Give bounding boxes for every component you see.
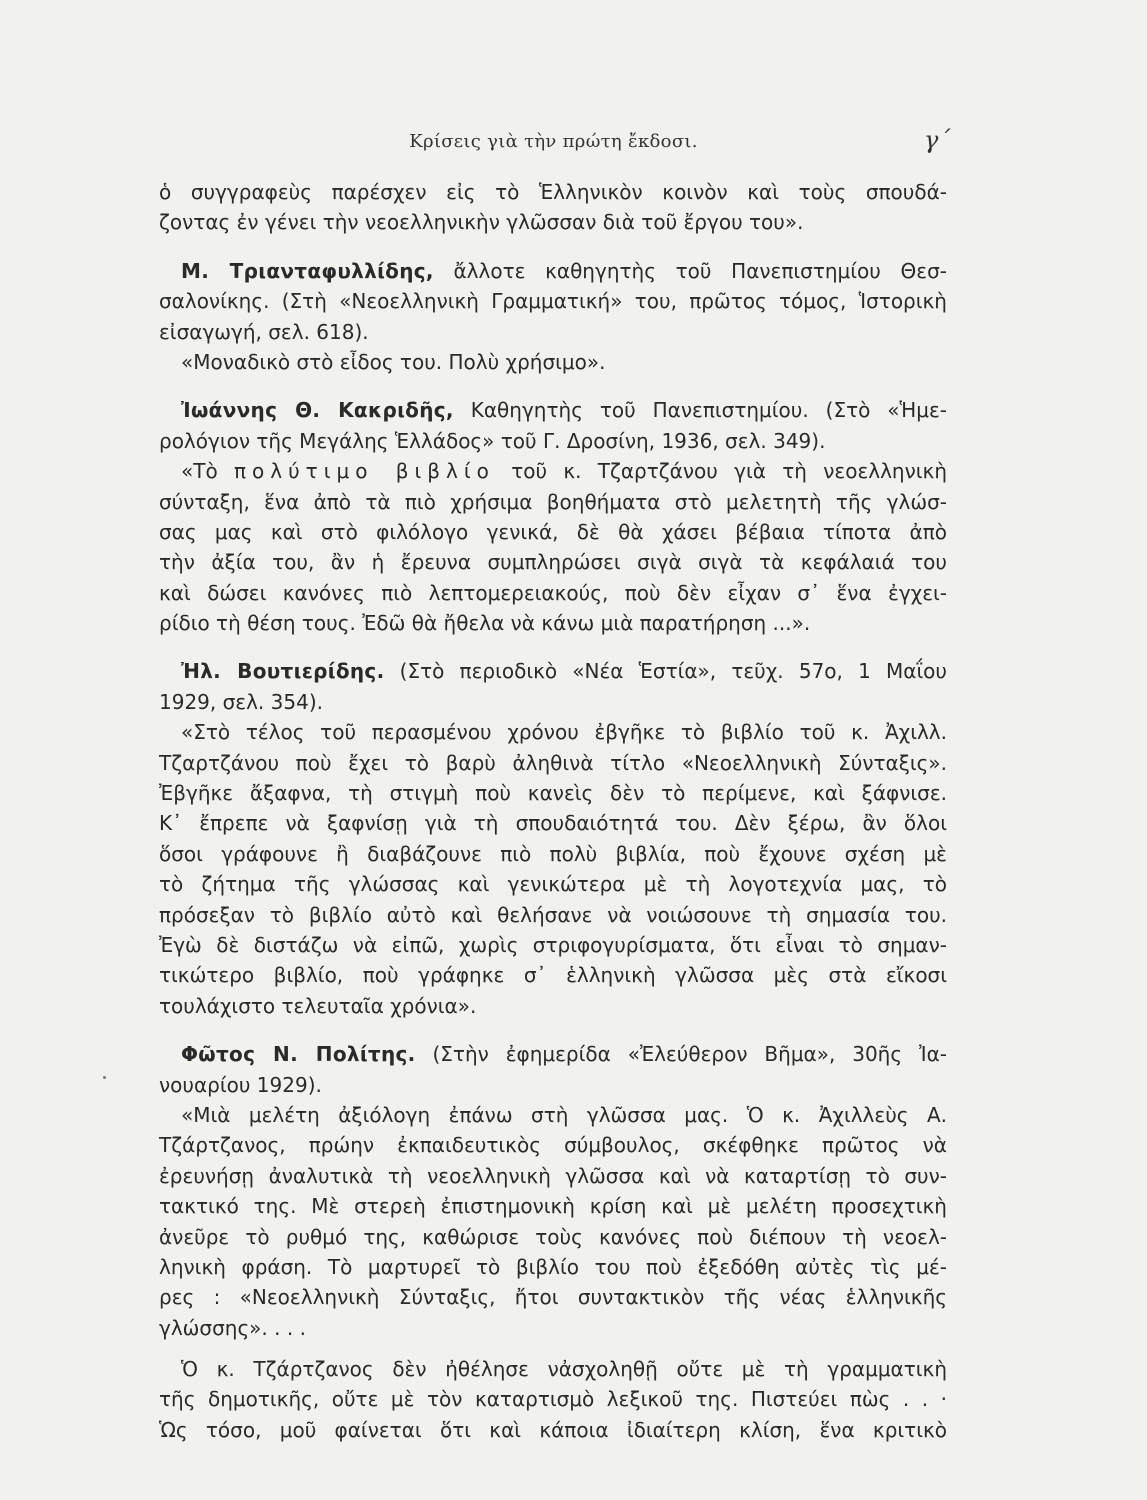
reviewer-name: Φῶτος Ν. Πολίτης.: [181, 1042, 416, 1067]
entry-heading-line: Φῶτος Ν. Πολίτης. (Στὴν ἐφημερίδα «Ἐλεύθερον Βῆμα», 30ῆς Ἰα-: [181, 1042, 947, 1067]
quote-line: «Μοναδικὸ στὸ εἶδος του. Πολὺ χρήσιμο».: [181, 349, 606, 374]
quote-line: «Τὸ πολύτιμο βιβλίο τοῦ κ. Τζαρτζάνου γιὰ τὴ νεοελληνικὴ: [181, 459, 948, 484]
text-line: νουαρίου 1929).: [159, 1072, 322, 1097]
quote-line: «Μιὰ μελέτη ἀξιόλογη ἐπάνω στὴ γλῶσσα μας. Ὁ κ. Ἀχιλλεὺς Α.: [181, 1102, 947, 1127]
text-line: τῆς δημοτικῆς, οὔτε μὲ τὸν καταρτισμὸ λεξικοῦ της. Πιστεύει πὼς . . ·: [159, 1387, 947, 1412]
text-line: Ἐβγῆκε ἄξαφνα, τὴ στιγμὴ ποὺ κανεὶς δὲν τὸ περίμενε, καὶ ξάφνισε.: [159, 781, 947, 806]
reviewer-name: Ἠλ. Βουτιερίδης.: [181, 659, 385, 684]
text-line: Ἐγὼ δὲ διστάζω νὰ εἰπῶ, χωρὶς στριφογυρίσματα, ὅτι εἶναι τὸ σημαν-: [159, 932, 947, 957]
text-line: ρες : «Νεοελληνικὴ Σύνταξις, ἤτοι συντακτικὸν τῆς νέας ἑλληνικῆς: [159, 1285, 947, 1310]
text-line: καὶ δώσει κανόνες πιὸ λεπτομερειακούς, ποὺ δὲν εἶχαν σ᾿ ἕνα ἐγχει-: [159, 580, 947, 605]
text-line: ρίδιο τὴ θέση τους. Ἐδῶ θὰ ἤθελα νὰ κάνω μιὰ παρατήρηση ...».: [159, 611, 811, 636]
text-line: Ὁ κ. Τζάρτζανος δὲν ἠθέλησε νἀσχοληθῇ οὔτε μὲ τὴ γραμματικὴ: [181, 1357, 947, 1382]
text-line: Ὡς τόσο, μοῦ φαίνεται ὅτι καὶ κάποια ἰδιαίτερη κλίση, ἕνα κριτικὸ: [159, 1417, 947, 1442]
text-line: Κ᾿ ἔπρεπε νὰ ξαφνίσῃ γιὰ τὴ σπουδαιότητά του. Δὲν ξέρω, ἂν ὅλοι: [159, 811, 947, 836]
entry-heading-line: Μ. Τριανταφυλλίδης, ἄλλοτε καθηγητὴς τοῦ Πανεπιστημίου Θεσ-: [181, 258, 947, 283]
text-line: γλώσσης». . . .: [159, 1315, 306, 1340]
page-body: [159, 177, 947, 1445]
text-line: εἰσαγωγή, σελ. 618).: [159, 319, 369, 344]
reviewer-name: Ἰωάννης Θ. Κακριδῆς,: [181, 398, 454, 423]
text-line: σας μας καὶ στὸ φιλόλογο γενικά, δὲ θὰ χάσει βέβαια τίποτα ἀπὸ: [159, 519, 947, 544]
margin-speck: [103, 1076, 106, 1079]
text-line: Τζαρτζάνου ποὺ ἔχει τὸ βαρὺ ἀληθινὰ τίτλο «Νεοελληνικὴ Σύνταξις».: [159, 750, 947, 775]
running-title: Κρίσεις γιὰ τὴν πρώτη ἔκδοσι.: [409, 131, 698, 152]
page-number: γ΄: [924, 126, 951, 154]
text-line: τὸ ζήτημα τῆς γλώσσας καὶ γενικώτερα μὲ τὴ λογοτεχνία μας, τὸ: [159, 872, 947, 897]
text-line: σύνταξη, ἕνα ἀπὸ τὰ πιὸ χρήσιμα βοηθήματα στὸ μελετητὴ τῆς γλώσ-: [159, 489, 947, 514]
quote-line: «Στὸ τέλος τοῦ περασμένου χρόνου ἐβγῆκε τὸ βιβλίο τοῦ κ. Ἀχιλλ.: [181, 720, 947, 745]
text-line: ζοντας ἐν γένει τὴν νεοελληνικὴν γλῶσσαν διὰ τοῦ ἔργου του».: [159, 210, 804, 235]
text-line: ὅσοι γράφουνε ἢ διαβάζουνε πιὸ πολὺ βιβλία, ποὺ ἔχουνε σχέση μὲ: [159, 841, 947, 866]
entry-heading-line: Ἠλ. Βουτιερίδης. (Στὸ περιοδικὸ «Νέα Ἑστία», τεῦχ. 57ο, 1 Μαΐου: [181, 659, 947, 684]
text-line: 1929, σελ. 354).: [159, 689, 323, 714]
text-line: τὴν ἀξία του, ἂν ἡ ἔρευνα συμπληρώσει σιγὰ σιγὰ τὰ κεφάλαιά του: [159, 550, 947, 575]
text-line: ἀνεῦρε τὸ ρυθμό της, καθώρισε τοὺς κανόνες ποὺ διέπουν τὴ νεοελ-: [159, 1224, 947, 1249]
text-line: ρολόγιον τῆς Μεγάλης Ἑλλάδος» τοῦ Γ. Δροσίνη, 1936, σελ. 349).: [159, 428, 826, 453]
text-line: ἐρευνήσῃ ἀναλυτικὰ τὴ νεοελληνικὴ γλῶσσα καὶ νὰ καταρτίσῃ τὸ συν-: [159, 1163, 947, 1188]
text-line: τικώτερο βιβλίο, ποὺ γράφηκε σ᾿ ἑλληνικὴ γλῶσσα μὲς στὰ εἴκοσι: [159, 963, 947, 988]
text-line: τακτικό της. Μὲ στερεὴ ἐπιστημονικὴ κρίση καὶ μὲ μελέτη προσεχτικὴ: [159, 1194, 947, 1219]
text-line: τουλάχιστο τελευταῖα χρόνια».: [159, 993, 477, 1018]
entry-heading-line: Ἰωάννης Θ. Κακριδῆς, Καθηγητὴς τοῦ Πανεπιστημίου. (Στὸ «Ἡμε-: [181, 398, 947, 423]
reviewer-name: Μ. Τριανταφυλλίδης,: [181, 258, 434, 283]
text-line: σαλονίκης. (Στὴ «Νεοελληνικὴ Γραμματική» του, πρῶτος τόμος, Ἱστορικὴ: [159, 289, 947, 314]
text-line: πρόσεξαν τὸ βιβλίο αὐτὸ καὶ θελήσανε νὰ νοιώσουνε τὴ σημασία του.: [159, 902, 947, 927]
text-line: Τζάρτζανος, πρώην ἐκπαιδευτικὸς σύμβουλος, σκέφθηκε πρῶτος νὰ: [159, 1133, 947, 1158]
text-line: ὁ συγγραφεὺς παρέσχεν εἰς τὸ Ἑλληνικὸν κοινὸν καὶ τοὺς σπουδά-: [159, 180, 947, 204]
text-line: ληνικὴ φράση. Τὸ μαρτυρεῖ τὸ βιβλίο του ποὺ ἐξεδόθη αὐτὲς τὶς μέ-: [159, 1254, 947, 1279]
